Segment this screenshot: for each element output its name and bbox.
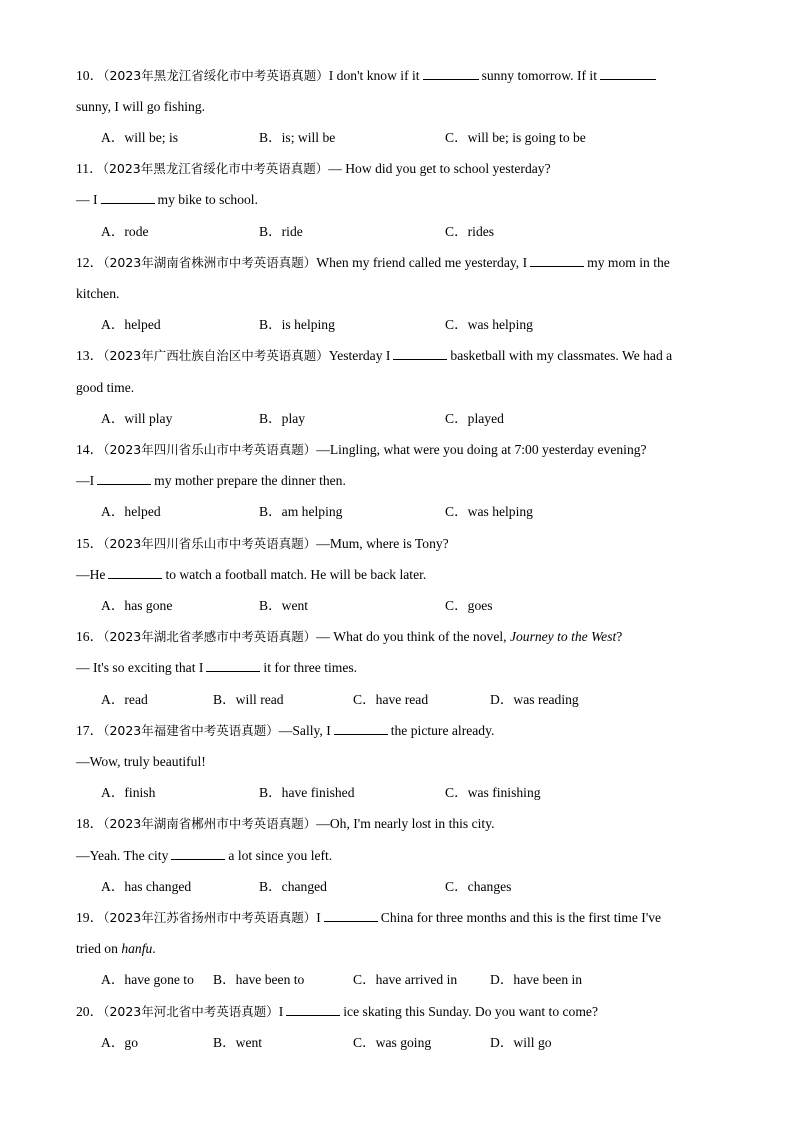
option-a[interactable]: A．has changed <box>101 879 192 894</box>
question-text: —Sally, I <box>278 723 331 738</box>
option-b[interactable]: B．went <box>259 598 309 613</box>
question-text: —He <box>76 567 106 582</box>
option-d[interactable]: D．have been in <box>490 972 583 987</box>
option-b[interactable]: B．ride <box>259 224 303 239</box>
question-17-line-2 <box>76 753 206 771</box>
question-text: — I <box>76 192 98 207</box>
option-c[interactable]: C．was finishing <box>445 785 541 800</box>
question-text: sunny tomorrow. If it <box>481 68 597 83</box>
answer-blank <box>423 67 479 80</box>
question-number: 12． <box>76 255 104 270</box>
question-number: 16． <box>76 629 104 644</box>
question-13-line-2 <box>76 379 134 397</box>
question-text: to watch a football match. He will be back later. <box>165 567 427 582</box>
question-text: — How did you get to school yesterday? <box>328 161 551 176</box>
question-text: I <box>278 1004 284 1019</box>
option-c[interactable]: C．was going <box>353 1035 432 1050</box>
question-source: （2023年福建省中考英语真题） <box>103 723 279 738</box>
question-number: 18． <box>76 816 104 831</box>
question-number: 14． <box>76 442 104 457</box>
question-source: （2023年黑龙江省绥化市中考英语真题） <box>103 68 329 83</box>
question-12-line-1 <box>76 254 670 272</box>
question-text: When my friend called me yesterday, I <box>316 255 528 270</box>
question-source: （2023年湖南省株洲市中考英语真题） <box>103 255 317 270</box>
option-b[interactable]: B．am helping <box>259 504 343 519</box>
book-title: Journey to the West <box>509 629 617 644</box>
question-16-line-2 <box>76 659 357 677</box>
question-15-line-2 <box>76 566 426 584</box>
question-text: —Wow, truly beautiful! <box>76 754 206 769</box>
option-a[interactable]: A．read <box>101 692 148 707</box>
answer-blank <box>206 659 260 672</box>
question-text: sunny, I will go fishing. <box>76 99 206 114</box>
question-number: 20． <box>76 1004 104 1019</box>
question-number: 19． <box>76 910 104 925</box>
question-text: good time. <box>76 380 135 395</box>
question-10-line-1 <box>76 67 659 85</box>
answer-blank <box>171 847 225 860</box>
question-11-line-2 <box>76 191 258 209</box>
option-a[interactable]: A．helped <box>101 317 161 332</box>
question-17-options <box>0 784 794 802</box>
question-text: my bike to school. <box>157 192 258 207</box>
question-17-line-1 <box>76 722 494 740</box>
question-12-options <box>0 316 794 334</box>
option-c[interactable]: C．goes <box>445 598 493 613</box>
question-text: —Oh, I'm nearly lost in this city. <box>316 816 495 831</box>
option-c[interactable]: C．rides <box>445 224 495 239</box>
question-text: . <box>152 941 156 956</box>
question-source: （2023年四川省乐山市中考英语真题） <box>103 442 317 457</box>
question-15-line-1 <box>76 535 449 553</box>
option-c[interactable]: C．have arrived in <box>353 972 458 987</box>
question-13-options <box>0 410 794 428</box>
answer-blank <box>600 67 656 80</box>
question-12-line-2 <box>76 285 119 303</box>
option-c[interactable]: C．will be; is going to be <box>445 130 586 145</box>
question-14-options <box>0 503 794 521</box>
hanfu-term: hanfu <box>121 941 153 956</box>
question-source: （2023年湖南省郴州市中考英语真题） <box>103 816 317 831</box>
question-source: （2023年广西壮族自治区中考英语真题） <box>103 348 329 363</box>
question-13-line-1 <box>76 347 672 365</box>
question-16-options <box>0 691 794 709</box>
question-text: basketball with my classmates. We had a <box>450 348 673 363</box>
option-c[interactable]: C．have read <box>353 692 429 707</box>
question-text: — What do you think of the novel, <box>316 629 507 644</box>
question-text: — It's so exciting that I <box>76 660 204 675</box>
option-b[interactable]: B．have been to <box>213 972 305 987</box>
question-text: it for three times. <box>263 660 358 675</box>
question-number: 13． <box>76 348 104 363</box>
question-text: I don't know if it <box>328 68 420 83</box>
option-d[interactable]: D．was reading <box>490 692 579 707</box>
question-14-line-2 <box>76 472 346 490</box>
question-10-line-2 <box>76 98 205 116</box>
question-18-line-2 <box>76 847 332 865</box>
question-18-line-1 <box>76 815 495 833</box>
question-14-line-1 <box>76 441 647 459</box>
option-a[interactable]: A．helped <box>101 504 161 519</box>
question-15-options <box>0 597 794 615</box>
option-b[interactable]: B．will read <box>213 692 284 707</box>
question-11-line-1 <box>76 160 551 178</box>
option-a[interactable]: A．rode <box>101 224 149 239</box>
answer-blank <box>393 347 447 360</box>
question-source: （2023年河北省中考英语真题） <box>103 1004 279 1019</box>
answer-blank <box>108 566 162 579</box>
question-text: a lot since you left. <box>228 848 333 863</box>
question-text: tried on <box>76 941 118 956</box>
answer-blank <box>334 722 388 735</box>
question-text: the picture already. <box>390 723 495 738</box>
question-source: （2023年湖北省孝感市中考英语真题） <box>103 629 317 644</box>
answer-blank <box>101 191 155 204</box>
question-text: China for three months and this is the first time I've <box>380 910 662 925</box>
question-10-options <box>0 129 794 147</box>
option-b[interactable]: B．play <box>259 411 306 426</box>
option-c[interactable]: C．played <box>445 411 504 426</box>
question-number: 11． <box>76 161 103 176</box>
question-number: 17． <box>76 723 104 738</box>
answer-blank <box>97 472 151 485</box>
question-text: —Yeah. The city <box>76 848 169 863</box>
question-text: —Lingling, what were you doing at 7:00 yesterday evening? <box>316 442 647 457</box>
answer-blank <box>286 1003 340 1016</box>
question-number: 15． <box>76 536 104 551</box>
option-c[interactable]: C．was helping <box>445 504 533 519</box>
option-b[interactable]: B．have finished <box>259 785 355 800</box>
option-a[interactable]: A．has gone <box>101 598 173 613</box>
question-19-line-1 <box>76 909 661 927</box>
option-a[interactable]: A．finish <box>101 785 156 800</box>
question-19-line-2 <box>76 940 156 958</box>
question-text: —I <box>76 473 95 488</box>
option-b[interactable]: B．changed <box>259 879 327 894</box>
question-16-line-1 <box>76 628 622 646</box>
option-a[interactable]: A．have gone to <box>101 972 194 987</box>
option-d[interactable]: D．will go <box>490 1035 552 1050</box>
option-b[interactable]: B．is; will be <box>259 130 336 145</box>
question-source: （2023年四川省乐山市中考英语真题） <box>103 536 317 551</box>
question-text: my mother prepare the dinner then. <box>154 473 346 488</box>
question-text: —Mum, where is Tony? <box>316 536 449 551</box>
question-19-options <box>0 971 794 989</box>
question-source: （2023年江苏省扬州市中考英语真题） <box>103 910 317 925</box>
question-20-line-1 <box>76 1003 598 1021</box>
option-a[interactable]: A．will play <box>101 411 173 426</box>
question-text: my mom in the <box>587 255 670 270</box>
option-b[interactable]: B．is helping <box>259 317 335 332</box>
option-c[interactable]: C．was helping <box>445 317 533 332</box>
question-text: kitchen. <box>76 286 120 301</box>
question-text: I <box>316 910 321 925</box>
option-a[interactable]: A．will be; is <box>101 130 179 145</box>
option-a[interactable]: A．go <box>101 1035 139 1050</box>
question-11-options <box>0 223 794 241</box>
option-c[interactable]: C．changes <box>445 879 512 894</box>
option-b[interactable]: B．went <box>213 1035 263 1050</box>
question-20-options <box>0 1034 794 1052</box>
question-number: 10． <box>76 68 104 83</box>
answer-blank <box>324 909 378 922</box>
question-18-options <box>0 878 794 896</box>
question-text: ice skating this Sunday. Do you want to come? <box>343 1004 598 1019</box>
question-source: （2023年黑龙江省绥化市中考英语真题） <box>102 161 329 176</box>
answer-blank <box>530 254 584 267</box>
question-text: Yesterday I <box>328 348 391 363</box>
question-text: ? <box>616 629 623 644</box>
